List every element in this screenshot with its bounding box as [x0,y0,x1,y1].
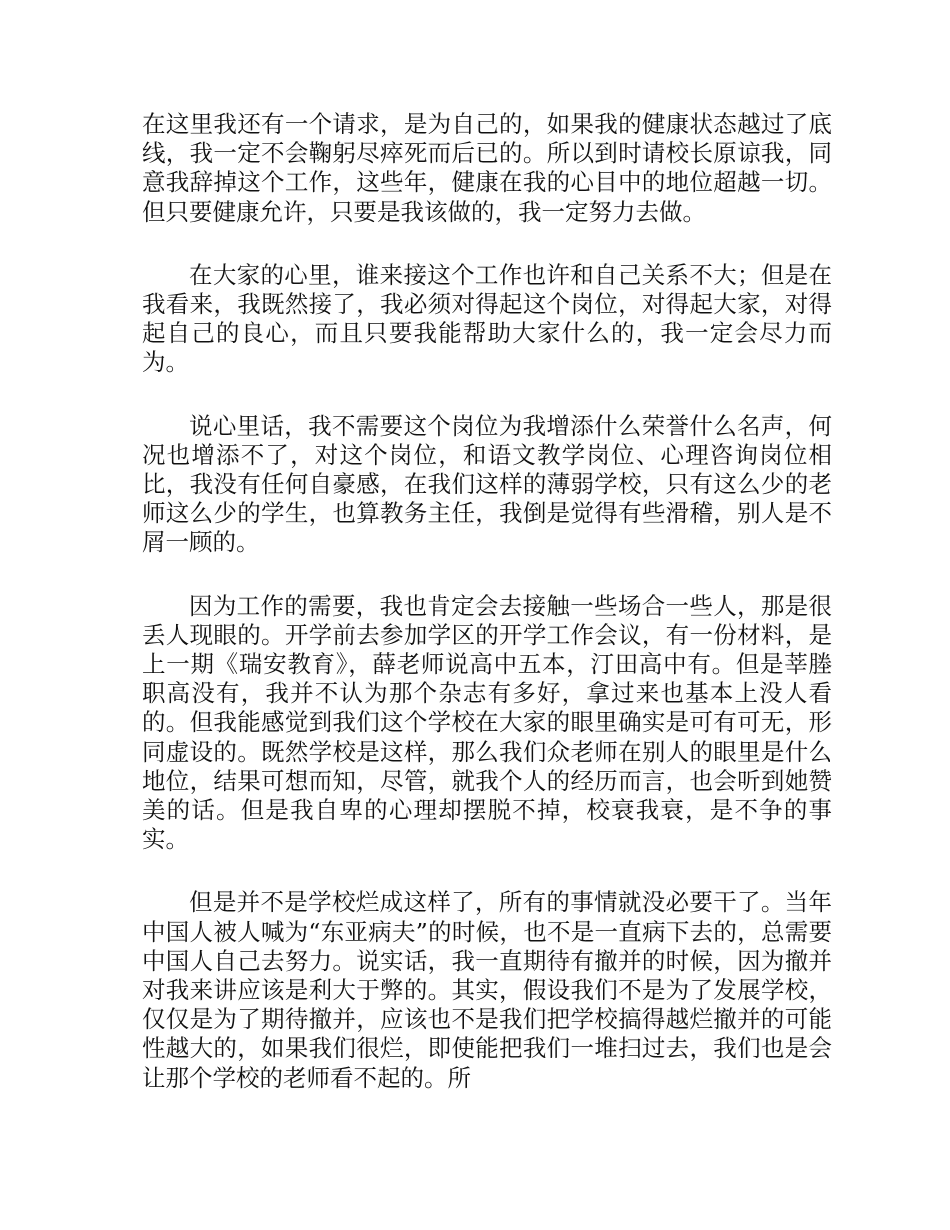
document-body [142,110,832,1093]
paragraph-2: 在大家的心里，谁来接这个工作也许和自己关系不大；但是在我看来，我既然接了，我必须对得起这个岗位，对得起大家，对得起自己的良心，而且只要我能帮助大家什么的，我一定会尽力而为。 [142,260,832,377]
paragraph-3: 说心里话，我不需要这个岗位为我增添什么荣誉什么名声，何况也增添不了，对这个岗位，和语文教学岗位、心理咨询岗位相比，我没有任何自豪感，在我们这样的薄弱学校，只有这么少的老师这么少的学生，也算教务主任，我倒是觉得有些滑稽，别人是不屑一顾的。 [142,411,832,557]
paragraph-4: 因为工作的需要，我也肯定会去接触一些场合一些人，那是很丢人现眼的。开学前去参加学区的开学工作会议，有一份材料，是上一期《瑞安教育》，薛老师说高中五本，汀田高中有。但是莘塍职高没有，我并不认为那个杂志有多好，拿过来也基本上没人看的。但我能感觉到我们这个学校在大家的眼里确实是可有可无，形同虚设的。既然学校是这样，那么我们众老师在别人的眼里是什么地位，结果可想而知，尽管，就我个人的经历而言，也会听到她赞美的话。但是我自卑的心理却摆脱不掉，校衰我衰，是不争的事实。 [142,591,832,854]
paragraph-1: 在这里我还有一个请求，是为自己的，如果我的健康状态越过了底线，我一定不会鞠躬尽瘁死而后已的。所以到时请校长原谅我，同意我辞掉这个工作，这些年，健康在我的心目中的地位超越一切。但只要健康允许，只要是我该做的，我一定努力去做。 [142,110,832,226]
paragraph-5: 但是并不是学校烂成这样了，所有的事情就没必要干了。当年中国人被人喊为“东亚病夫”的时候，也不是一直病下去的，总需要中国人自己去努力。说实话，我一直期待有撤并的时候，因为撤并对我来讲应该是利大于弊的。其实，假设我们不是为了发展学校，仅仅是为了期待撤并，应该也不是我们把学校搞得越烂撤并的可能性越大的，如果我们很烂，即使能把我们一堆扫过去，我们也是会让那个学校的老师看不起的。所 [142,888,832,1092]
